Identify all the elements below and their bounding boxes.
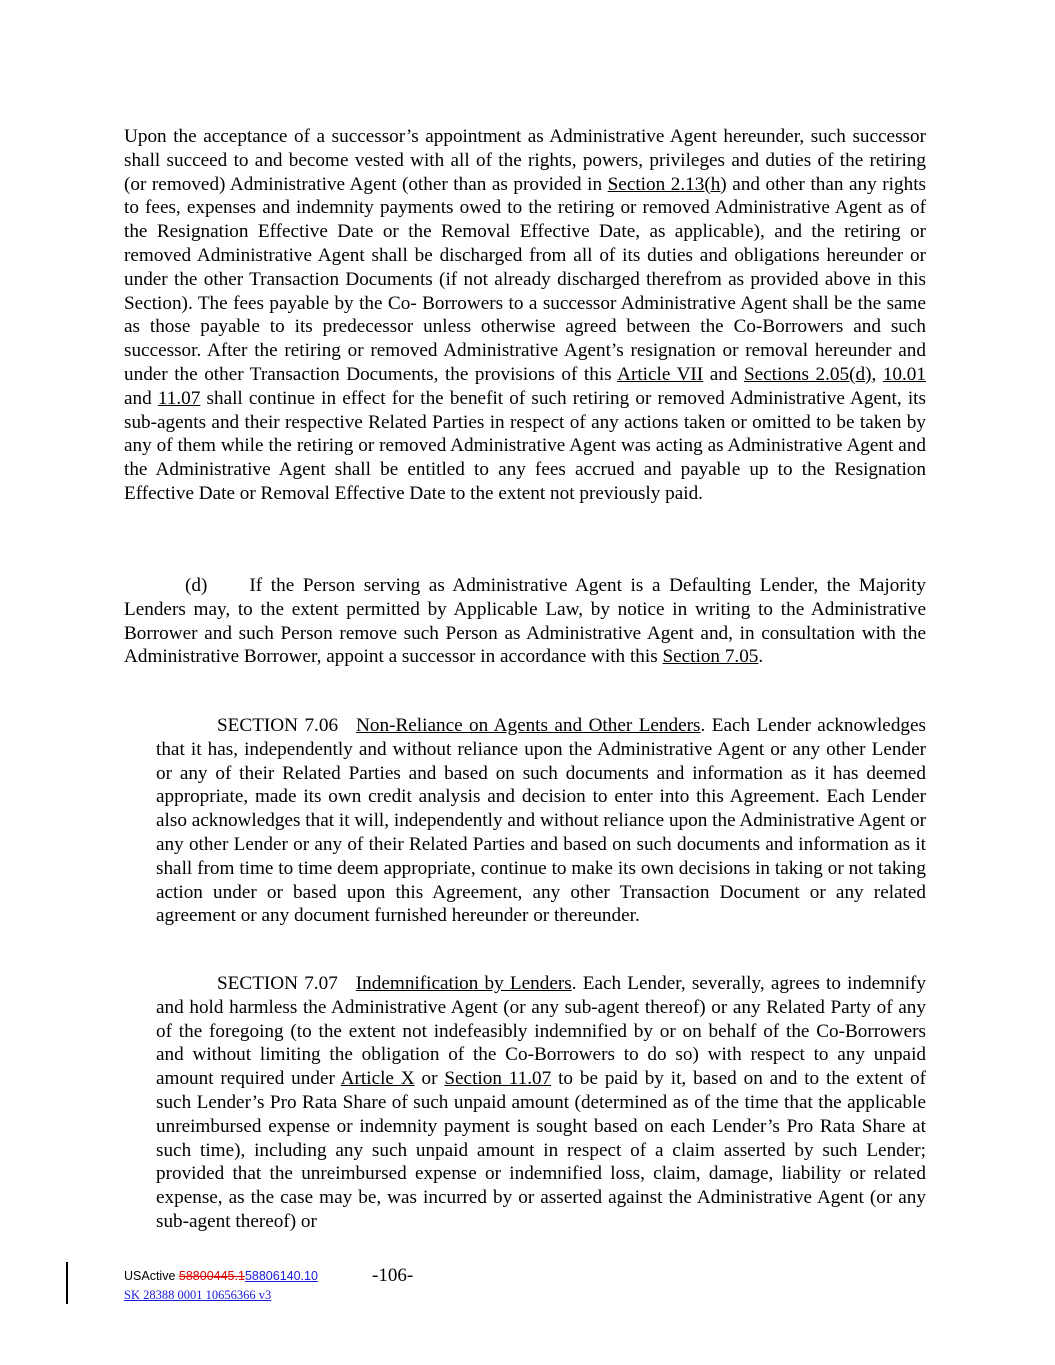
deleted-doc-number: 58800445.1 — [178, 1269, 245, 1283]
section-heading: Indemnification by Lenders — [355, 973, 572, 994]
cross-reference-section-2-13h: Section 2.13(h) — [607, 173, 727, 195]
footer-doc-id: SK 28388 0001 10656366 v3 — [124, 1288, 272, 1302]
footer-document-number — [124, 1268, 318, 1284]
inserted-doc-number: 58806140.10 — [244, 1269, 318, 1283]
section-7-07 — [156, 972, 926, 1234]
cross-reference-11-07: 11.07 — [157, 387, 201, 409]
page-number: -106- — [372, 1265, 414, 1286]
cross-reference-10-01: 10.01 — [882, 363, 926, 385]
text-run: or — [414, 1068, 445, 1090]
text-run: shall continue in effect for the benefit of such retiring or removed Administrative Agent, its sub-agents and their respective Related Parties in respect of any actions taken or omitted to be taken by any of them while the retiring or removed Administrative Agent was acting as Administrative Agent and the Administrative Agent shall be entitled to any fees accrued and payable up to the Resignation Effective Date or Removal Effective Date to the extent not previously paid. — [124, 387, 926, 504]
revision-change-bar — [66, 1262, 68, 1304]
section-7-06 — [156, 714, 926, 928]
section-number: SECTION 7.07 — [217, 973, 338, 994]
footer-prefix: USActive — [124, 1269, 179, 1283]
text-run: , — [871, 363, 883, 385]
cross-reference-sections-2-05d: Sections 2.05(d) — [743, 363, 872, 385]
cross-reference-article-x: Article X — [340, 1068, 415, 1090]
section-heading: Non-Reliance on Agents and Other Lenders — [356, 715, 701, 736]
cross-reference-section-7-05: Section 7.05 — [662, 646, 759, 668]
cross-reference-section-11-07: Section 11.07 — [444, 1068, 552, 1090]
text-run: Upon the acceptance of a successor’s appointment as Administrative Agent hereunder, such successor shall succeed to and become vested with all of the rights, powers, privileges and duties of the retiring (or removed) Administrative Agent (other than as provided in — [124, 126, 926, 195]
text-run: . Each Lender acknowledges that it has, independently and without reliance upon the Administrative Agent or any other Lender or any of their Related Parties and based on such documents and information as it has deemed appropriate, made its own credit analysis and decision to enter into this Agreement. Each Lender also acknowledges that it will, independently and without reliance upon the Administrative Agent or any other Lender or any of their Related Parties and based on such documents and information as it shall from time to time deem appropriate, continue to make its own decisions in taking or not taking action under or based upon this Agreement, any other Transaction Document or any related agreement or any document furnished hereunder or thereunder. — [156, 715, 926, 927]
text-run: and — [703, 363, 744, 385]
text-run: . Each Lender, severally, agrees to indemnify and hold harmless the Administrative Agent (or any sub-agent thereof) or any Related Party of any of the foregoing (to the extent not indefeasibly indemnified by or on behalf of the Co-Borrowers and without limiting the obligation of the Co-Borrowers to do so) with respect to any unpaid amount required under — [156, 973, 927, 1090]
text-run: . — [758, 646, 764, 668]
text-run: and — [124, 387, 158, 409]
section-number: SECTION 7.06 — [217, 715, 339, 736]
cross-reference-article-vii: Article VII — [617, 363, 704, 385]
clause-label: (d) — [185, 575, 208, 596]
paragraph-successor-appointment — [124, 125, 926, 506]
paragraph-d-defaulting-lender — [124, 574, 926, 669]
text-run: and other than any rights to fees, expenses and indemnity payments owed to the retiring or removed Administrative Agent as of the Resignation Effective Date or the Removal Effective Date, as applicable), and the retiring or removed Administrative Agent shall be discharged from all of its duties and obligations hereunder or under the other Transaction Documents (if not already discharged therefrom as provided above in this Section). The fees payable by the Co- Borrowers to a successor Administrative Agent shall be the same as those payable to its predecessor unless otherwise agreed between the Co-Borrowers and such successor. After the retiring or removed Administrative Agent’s resignation or removal hereunder and under the other Transaction Documents, the provisions of this — [124, 173, 926, 385]
text-run: to be paid by it, based on and to the extent of such Lender’s Pro Rata Share of such unpaid amount (determined as of the time that the applicable unreimbursed expense or indemnity payment is sought based on each Lender’s Pro Rata Share at such time), including any such unpaid amount in respect of a claim asserted by such Lender; provided that the unreimbursed expense or indemnified loss, claim, damage, liability or related expense, as the case may be, was incurred by or asserted against the Administrative Agent (or any sub-agent thereof) or — [156, 1068, 927, 1232]
text-run: If the Person serving as Administrative Agent is a Defaulting Lender, the Majority Lenders may, to the extent permitted by Applicable Law, by notice in writing to the Administrative Borrower and such Person remove such Person as Administrative Agent and, in consultation with the Administrative Borrower, appoint a successor in accordance with this — [124, 575, 926, 668]
